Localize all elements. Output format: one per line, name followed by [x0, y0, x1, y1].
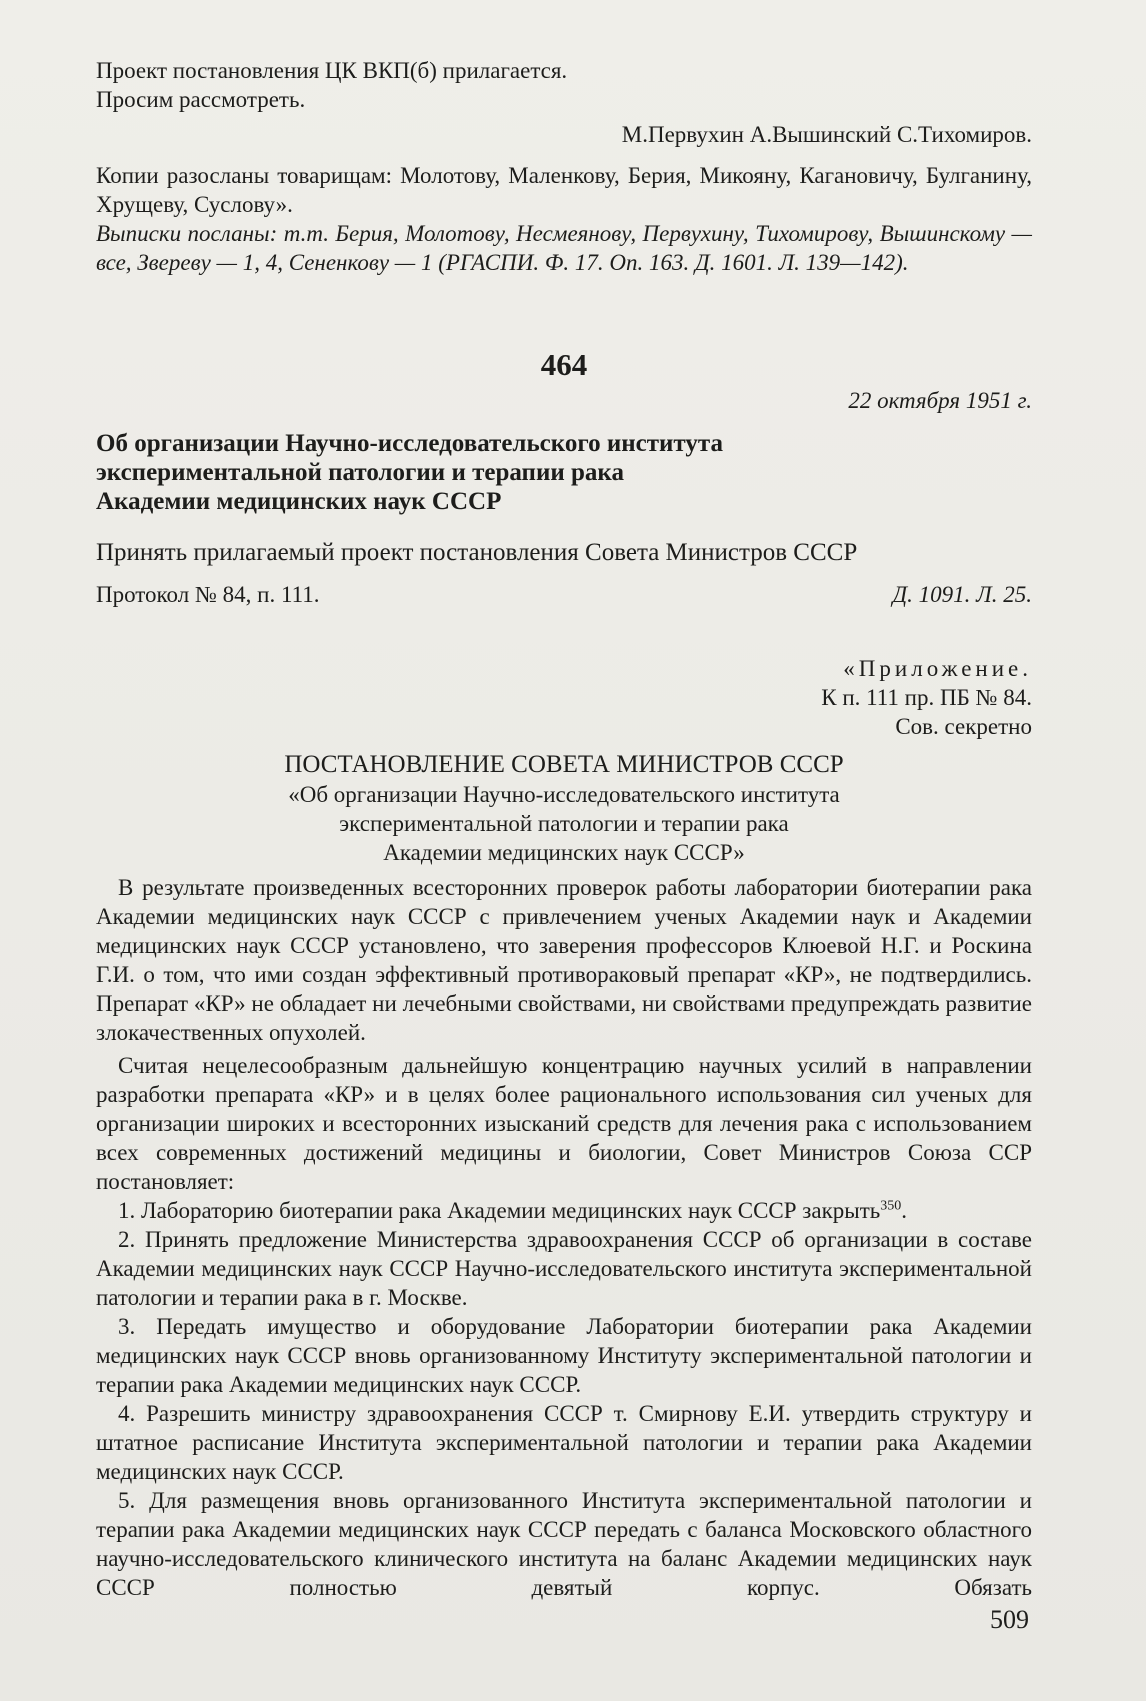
copies-sent: Копии разосланы товарищам: Молотову, Маленкову, Берия, Микояну, Кагановичу, Булганину, Хрущеву, Суслову». [96, 163, 1032, 217]
decree-item: 3. Передать имущество и оборудование Лаборатории биотерапии рака Академии медицинских наук СССР вновь организованному Институту экспериментальной патологии и терапии рака Академии медицинских наук СССР. [96, 1314, 1032, 1397]
appendix-reference: К п. 111 пр. ПБ № 84. [821, 685, 1032, 710]
attachment-note: Проект постановления ЦК ВКП(б) прилагается. [96, 58, 568, 83]
decree-subtitle: экспериментальной патологии и терапии рака [339, 811, 789, 836]
footnote-mark: 350 [880, 1198, 902, 1214]
item-text: 1. Лабораторию биотерапии рака Академии медицинских наук СССР закрыть [118, 1198, 881, 1223]
document-date: 22 октября 1951 г. [848, 388, 1032, 413]
decree-item: 1. Лабораторию биотерапии рака Академии медицинских наук СССР закрыть$^{350}$. [118, 1198, 908, 1223]
protocol-number: Протокол № 84, п. 111. [96, 582, 320, 607]
document-464 [96, 348, 1032, 609]
decision-text: Принять прилагаемый проект постановления Совета Министров СССР [96, 539, 858, 566]
page-number: 509 [990, 1605, 1029, 1634]
decree-subtitle: Академии медицинских наук СССР» [383, 840, 745, 865]
decree-item: 4. Разрешить министру здравоохранения СССР т. Смирнову Е.И. утвердить структуру и штатное расписание Института экспериментальной патологии и терапии рака Академии медицинских наук СССР. [96, 1401, 1032, 1484]
request-note: Просим рассмотреть. [96, 87, 306, 112]
document-title [96, 429, 1032, 516]
decree-paragraph: Считая нецелесообразным дальнейшую концентрацию научных усилий в направлении разработки препарата «КР» и в целях более рационального использования сил ученых для организации широких и всесторонних изысканий средств для лечения рака с использованием всех современных достижений медицины и биологии, Совет Министров Союза ССР постановляет: [96, 1053, 1032, 1194]
protocol-row [96, 580, 1032, 609]
decree-subtitle: «Об организации Научно-исследовательского института [288, 782, 840, 807]
title-line: Академии медицинских наук СССР [96, 488, 502, 515]
extracts-sent: Выписки посланы: т.т. Берия, Молотову, Несмеянову, Первухину, Тихомирову, Вышинскому — все, Звереву — 1, 4, Сененкову — 1 (РГАСПИ. Ф. 17. Оп. 163. Д. 1601. Л. 139—142). [96, 221, 1032, 275]
top-section [96, 56, 1032, 277]
decree-item: 2. Принять предложение Министерства здравоохранения СССР об организации в составе Академии медицинских наук СССР Научно-исследовательского института экспериментальной патологии и терапии рака в г. Москве. [96, 1227, 1032, 1310]
appendix-label: «Приложение. [843, 656, 1032, 681]
decree-heading: ПОСТАНОВЛЕНИЕ СОВЕТА МИНИСТРОВ СССР [284, 751, 844, 778]
archive-reference: Д. 1091. Л. 25. [892, 582, 1032, 607]
appendix-header [96, 654, 1032, 741]
decree-item: 5. Для размещения вновь организованного Института экспериментальной патологии и терапии рака Академии медицинских наук СССР передать с баланса Московского областного научно-исследовательского клинического института на баланс Академии медицинских наук СССР полностью девятый корпус. Обязать [96, 1488, 1032, 1600]
document-number: 464 [540, 347, 588, 382]
title-line: Об организации Научно-исследовательского института [96, 430, 723, 457]
title-line: экспериментальной патологии и терапии рака [96, 459, 624, 486]
decree-paragraph: В результате произведенных всесторонних проверок работы лаборатории биотерапии рака Академии медицинских наук СССР с привлечением ученых Академии наук и Академии медицинских наук СССР установлено, что заверения профессоров Клюевой Н.Г. и Роскина Г.И. о том, что ими создан эффективный противораковый препарат «КР», не подтвердились. Препарат «КР» не обладает ни лечебными свойствами, ни свойствами предупреждать развитие злокачественных опухолей. [96, 875, 1032, 1045]
signatures: М.Первухин А.Вышинский С.Тихомиров. [621, 122, 1032, 147]
decree [96, 750, 1032, 1602]
secrecy-mark: Сов. секретно [895, 714, 1032, 739]
